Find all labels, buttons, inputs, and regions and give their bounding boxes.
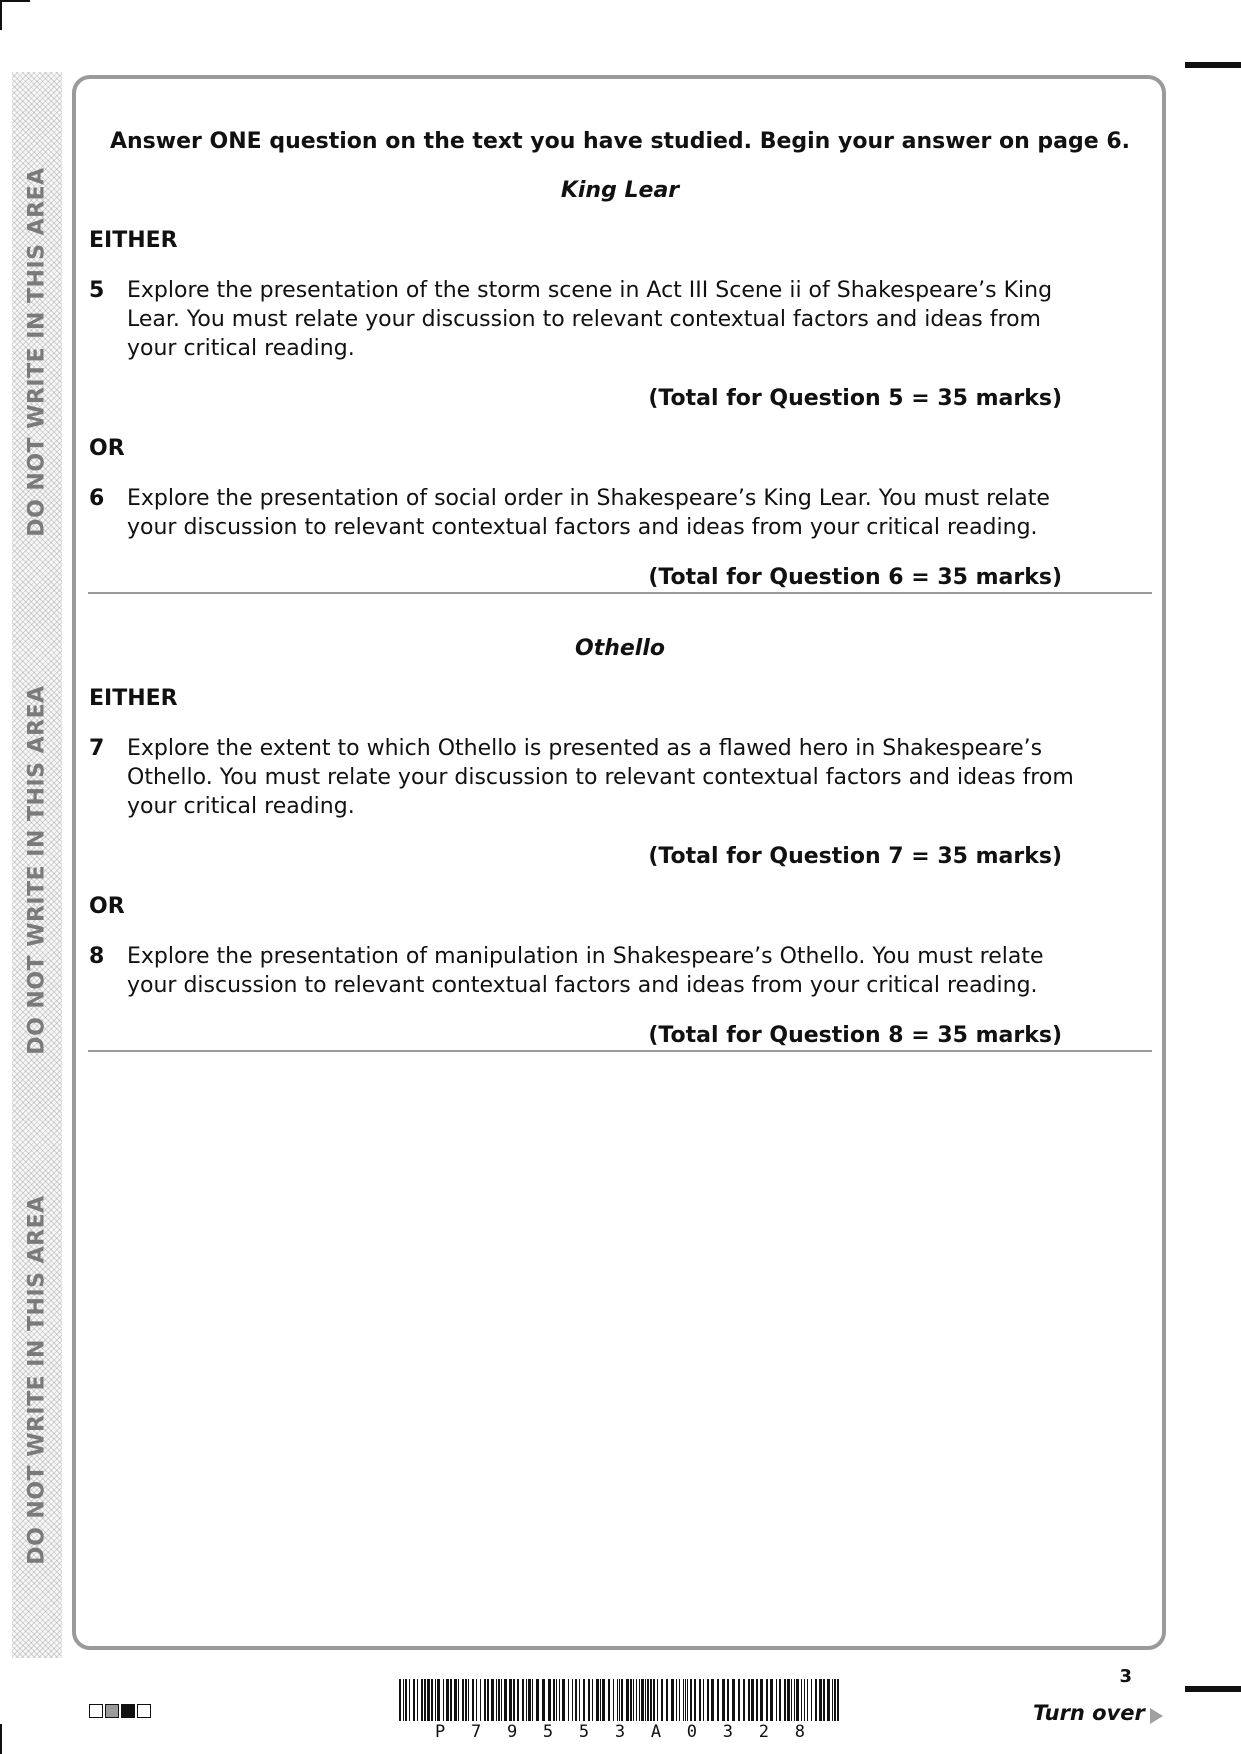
barcode-bar [794,1679,795,1721]
barcode-bar [431,1679,433,1721]
barcode-bar [707,1679,709,1721]
or-label: OR [89,436,125,461]
barcode-bar [450,1679,452,1721]
barcode-bar [542,1679,545,1721]
barcode-bar [811,1679,812,1721]
barcode-bar [834,1679,836,1721]
barcode-bar [496,1679,497,1721]
barcode-bar [801,1679,802,1721]
barcode-bar [427,1679,430,1721]
barcode-bar [666,1679,668,1721]
barcode-bar [608,1679,610,1721]
barcode-bar [491,1679,494,1721]
barcode-bar [685,1679,686,1721]
section-divider [88,1050,1152,1052]
barcode-bar [819,1679,822,1721]
barcode-bar [645,1679,646,1721]
barcode-bar [532,1679,533,1721]
barcode-bar [653,1679,655,1721]
barcode-bar [815,1679,817,1721]
barcode-bar [690,1679,692,1721]
barcode-bar [498,1679,500,1721]
barcode-bar [476,1679,477,1721]
barcode-bar [621,1679,623,1721]
question-number-8: 8 [89,944,105,969]
barcode-bar [743,1679,745,1721]
section-title-othello: Othello [575,636,665,661]
barcode-bar [717,1679,719,1721]
barcode-bar [487,1679,489,1721]
barcode-bar [671,1679,674,1721]
barcode-bar [694,1679,696,1721]
barcode-bar [807,1679,808,1721]
barcode-bar [588,1679,590,1721]
barcode-text [395,1722,845,1742]
barcode-bar [409,1679,410,1721]
question-8-line-1: Explore the presentation of manipulation in Shakespeare’s Othello. You must relate [127,944,1044,969]
barcode-bar [732,1679,735,1721]
barcode-bar [722,1679,725,1721]
turn-over-label: Turn over [1033,1701,1145,1725]
barcode-bar [779,1679,781,1721]
barcode-bar [596,1679,599,1721]
barcode-bar [568,1679,569,1721]
barcode-bar [617,1679,618,1721]
barcode-bar [626,1679,629,1721]
barcode-bar [633,1679,634,1721]
barcode-bar [657,1679,658,1721]
barcode [395,1679,845,1721]
barcode-bar [465,1679,467,1721]
barcode-bar [804,1679,805,1721]
barcode-bar [572,1679,573,1721]
question-5-line-3: your critical reading. [127,336,355,361]
barcode-bar [583,1679,585,1721]
barcode-bar [548,1679,551,1721]
barcode-bar [454,1679,457,1721]
page-number: 3 [1119,1666,1132,1687]
barcode-bar [832,1679,833,1721]
barcode-bar [536,1679,539,1721]
form-id-boxes [89,1704,151,1718]
barcode-bar [417,1679,418,1721]
barcode-bar [480,1679,481,1721]
barcode-bar [703,1679,704,1721]
barcode-bar [791,1679,792,1721]
barcode-char: 7 [470,1722,482,1742]
barcode-bar [796,1679,799,1721]
barcode-bar [421,1679,423,1721]
barcode-bar [399,1679,401,1721]
section-title-king-lear: King Lear [560,178,680,203]
barcode-bar [727,1679,729,1721]
or-label: OR [89,894,125,919]
edge-marker-bottom [1185,1686,1241,1692]
crop-mark-bottom-left [0,1724,2,1754]
edge-marker-top [1185,62,1241,68]
barcode-bar [711,1679,714,1721]
either-label: EITHER [89,686,178,711]
question-7-line-2: Othello. You must relate your discussion to relevant contextual factors and ideas from [127,765,1074,790]
barcode-bar [526,1679,527,1721]
barcode-bar [413,1679,415,1721]
barcode-bar [602,1679,605,1721]
turn-over-arrow-icon [1150,1708,1163,1724]
barcode-bar [683,1679,684,1721]
barcode-char: 9 [506,1722,518,1742]
barcode-bar [458,1679,459,1721]
barcode-char: 0 [686,1722,698,1742]
barcode-bar [484,1679,486,1721]
barcode-bar [738,1679,740,1721]
question-6-line-1: Explore the presentation of social order in Shakespeare’s King Lear. You must relate [127,486,1050,511]
barcode-bar [468,1679,469,1721]
question-number-7: 7 [89,736,105,761]
barcode-bar [748,1679,750,1721]
barcode-bar [504,1679,507,1721]
barcode-bar [751,1679,754,1721]
barcode-bar [647,1679,649,1721]
barcode-bar [619,1679,620,1721]
question-5-line-2: Lear. You must relate your discussion to relevant contextual factors and ideas from [127,307,1041,332]
question-5-total: (Total for Question 5 = 35 marks) [648,386,1062,411]
barcode-char: P [435,1722,446,1742]
barcode-bar [756,1679,758,1721]
question-6-line-2: your discussion to relevant contextual factors and ideas from your critical reading. [127,515,1038,540]
barcode-bar [517,1679,519,1721]
barcode-bar [776,1679,777,1721]
barcode-bar [661,1679,663,1721]
barcode-bar [513,1679,515,1721]
barcode-bar [575,1679,577,1721]
barcode-bar [424,1679,426,1721]
barcode-bar [613,1679,614,1721]
question-7-line-1: Explore the extent to which Othello is presented as a flawed hero in Shakespeare’s [127,736,1043,761]
barcode-bar [446,1679,449,1721]
barcode-char: A [650,1722,662,1742]
barcode-bar [787,1679,790,1721]
barcode-bar [639,1679,640,1721]
barcode-bar [553,1679,555,1721]
question-7-total: (Total for Question 7 = 35 marks) [648,844,1062,869]
barcode-bar [823,1679,825,1721]
question-number-6: 6 [89,486,105,511]
barcode-bar [636,1679,637,1721]
barcode-bar [528,1679,531,1721]
barcode-char: 5 [542,1722,554,1742]
either-label: EITHER [89,228,178,253]
barcode-char: 8 [794,1722,805,1742]
barcode-bar [837,1679,839,1721]
barcode-bar [472,1679,474,1721]
barcode-bar [562,1679,565,1721]
barcode-bar [699,1679,701,1721]
barcode-bar [630,1679,632,1721]
instruction: Answer ONE question on the text you have studied. Begin your answer on page 6. [109,129,1130,154]
barcode-bar [650,1679,652,1721]
question-number-5: 5 [89,278,105,303]
barcode-char: 5 [578,1722,590,1742]
barcode-char: 2 [758,1722,769,1742]
barcode-bar [556,1679,557,1721]
barcode-bar [784,1679,786,1721]
question-5-line-1: Explore the presentation of the storm scene in Act III Scene ii of Shakespeare’s King [127,278,1053,303]
barcode-bar [760,1679,763,1721]
barcode-bar [559,1679,560,1721]
barcode-bar [501,1679,502,1721]
barcode-bar [676,1679,677,1721]
barcode-bar [592,1679,593,1721]
barcode-bar [435,1679,436,1721]
question-6-total: (Total for Question 6 = 35 marks) [648,565,1062,590]
barcode-bar [766,1679,768,1721]
barcode-bar [679,1679,680,1721]
barcode-char: 3 [614,1722,626,1742]
barcode-bar [827,1679,830,1721]
question-8-line-2: your discussion to relevant contextual factors and ideas from your critical reading. [127,973,1038,998]
barcode-bar [687,1679,688,1721]
barcode-bar [405,1679,407,1721]
barcode-bar [443,1679,444,1721]
barcode-bar [437,1679,440,1721]
question-8-total: (Total for Question 8 = 35 marks) [648,1023,1062,1048]
barcode-bar [522,1679,524,1721]
question-7-line-3: your critical reading. [127,794,355,819]
barcode-bar [770,1679,773,1721]
barcode-bar [600,1679,601,1721]
section-divider [88,592,1152,594]
barcode-bar [462,1679,464,1721]
barcode-bar [509,1679,512,1721]
barcode-char: 3 [722,1722,733,1742]
barcode-bar [403,1679,404,1721]
barcode-bar [579,1679,580,1721]
barcode-bar [641,1679,644,1721]
